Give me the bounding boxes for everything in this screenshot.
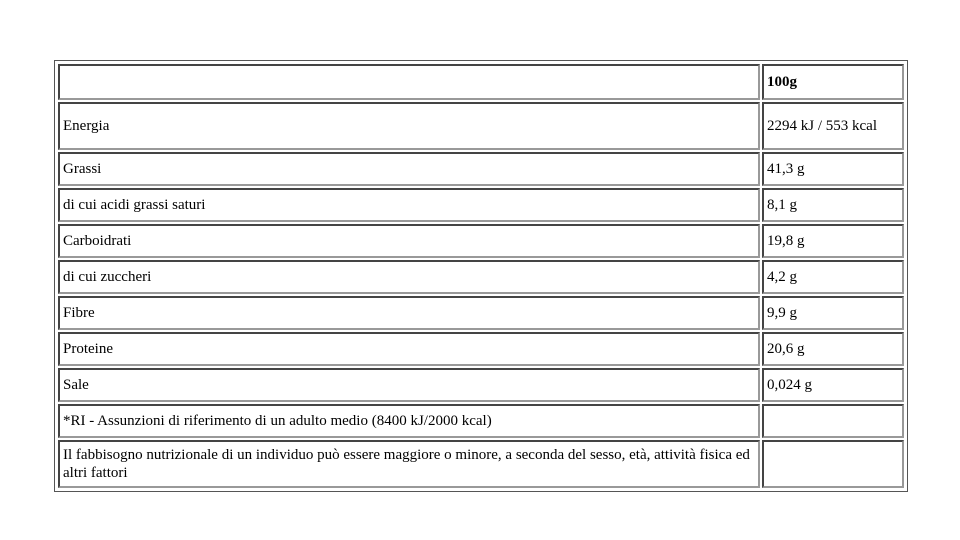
table-row-zuccheri <box>58 260 904 294</box>
row-value: 4,2 g <box>762 260 904 294</box>
row-label: di cui acidi grassi saturi <box>58 188 760 222</box>
row-label: Sale <box>58 368 760 402</box>
row-label: Energia <box>58 102 760 150</box>
table-row-ri-note <box>58 404 904 438</box>
table-row-sale <box>58 368 904 402</box>
row-label: Carboidrati <box>58 224 760 258</box>
row-value: 0,024 g <box>762 368 904 402</box>
row-value: 9,9 g <box>762 296 904 330</box>
note-text: Il fabbisogno nutrizionale di un individuo può essere maggiore o minore, a seconda del sesso, età, attività fisica ed altri fattori <box>58 440 760 488</box>
row-value: 19,8 g <box>762 224 904 258</box>
table-row-energia <box>58 102 904 150</box>
nutrition-table <box>56 62 906 490</box>
header-per-100g-cell: 100g <box>762 64 904 100</box>
table-row-proteine <box>58 332 904 366</box>
row-value: 41,3 g <box>762 152 904 186</box>
row-label: Fibre <box>58 296 760 330</box>
row-label: Proteine <box>58 332 760 366</box>
table-row-fabbisogno-note <box>58 440 904 488</box>
note-text: *RI - Assunzioni di riferimento di un adulto medio (8400 kJ/2000 kcal) <box>58 404 760 438</box>
row-value: 20,6 g <box>762 332 904 366</box>
table-row-carboidrati <box>58 224 904 258</box>
row-label: di cui zuccheri <box>58 260 760 294</box>
note-value <box>762 404 904 438</box>
row-value: 8,1 g <box>762 188 904 222</box>
row-label: Grassi <box>58 152 760 186</box>
table-row-grassi <box>58 152 904 186</box>
table-row-fibre <box>58 296 904 330</box>
nutrition-table-frame <box>54 60 908 492</box>
table-row-acidi-grassi-saturi <box>58 188 904 222</box>
note-value <box>762 440 904 488</box>
row-value: 2294 kJ / 553 kcal <box>762 102 904 150</box>
table-header-row <box>58 64 904 100</box>
header-label-cell <box>58 64 760 100</box>
